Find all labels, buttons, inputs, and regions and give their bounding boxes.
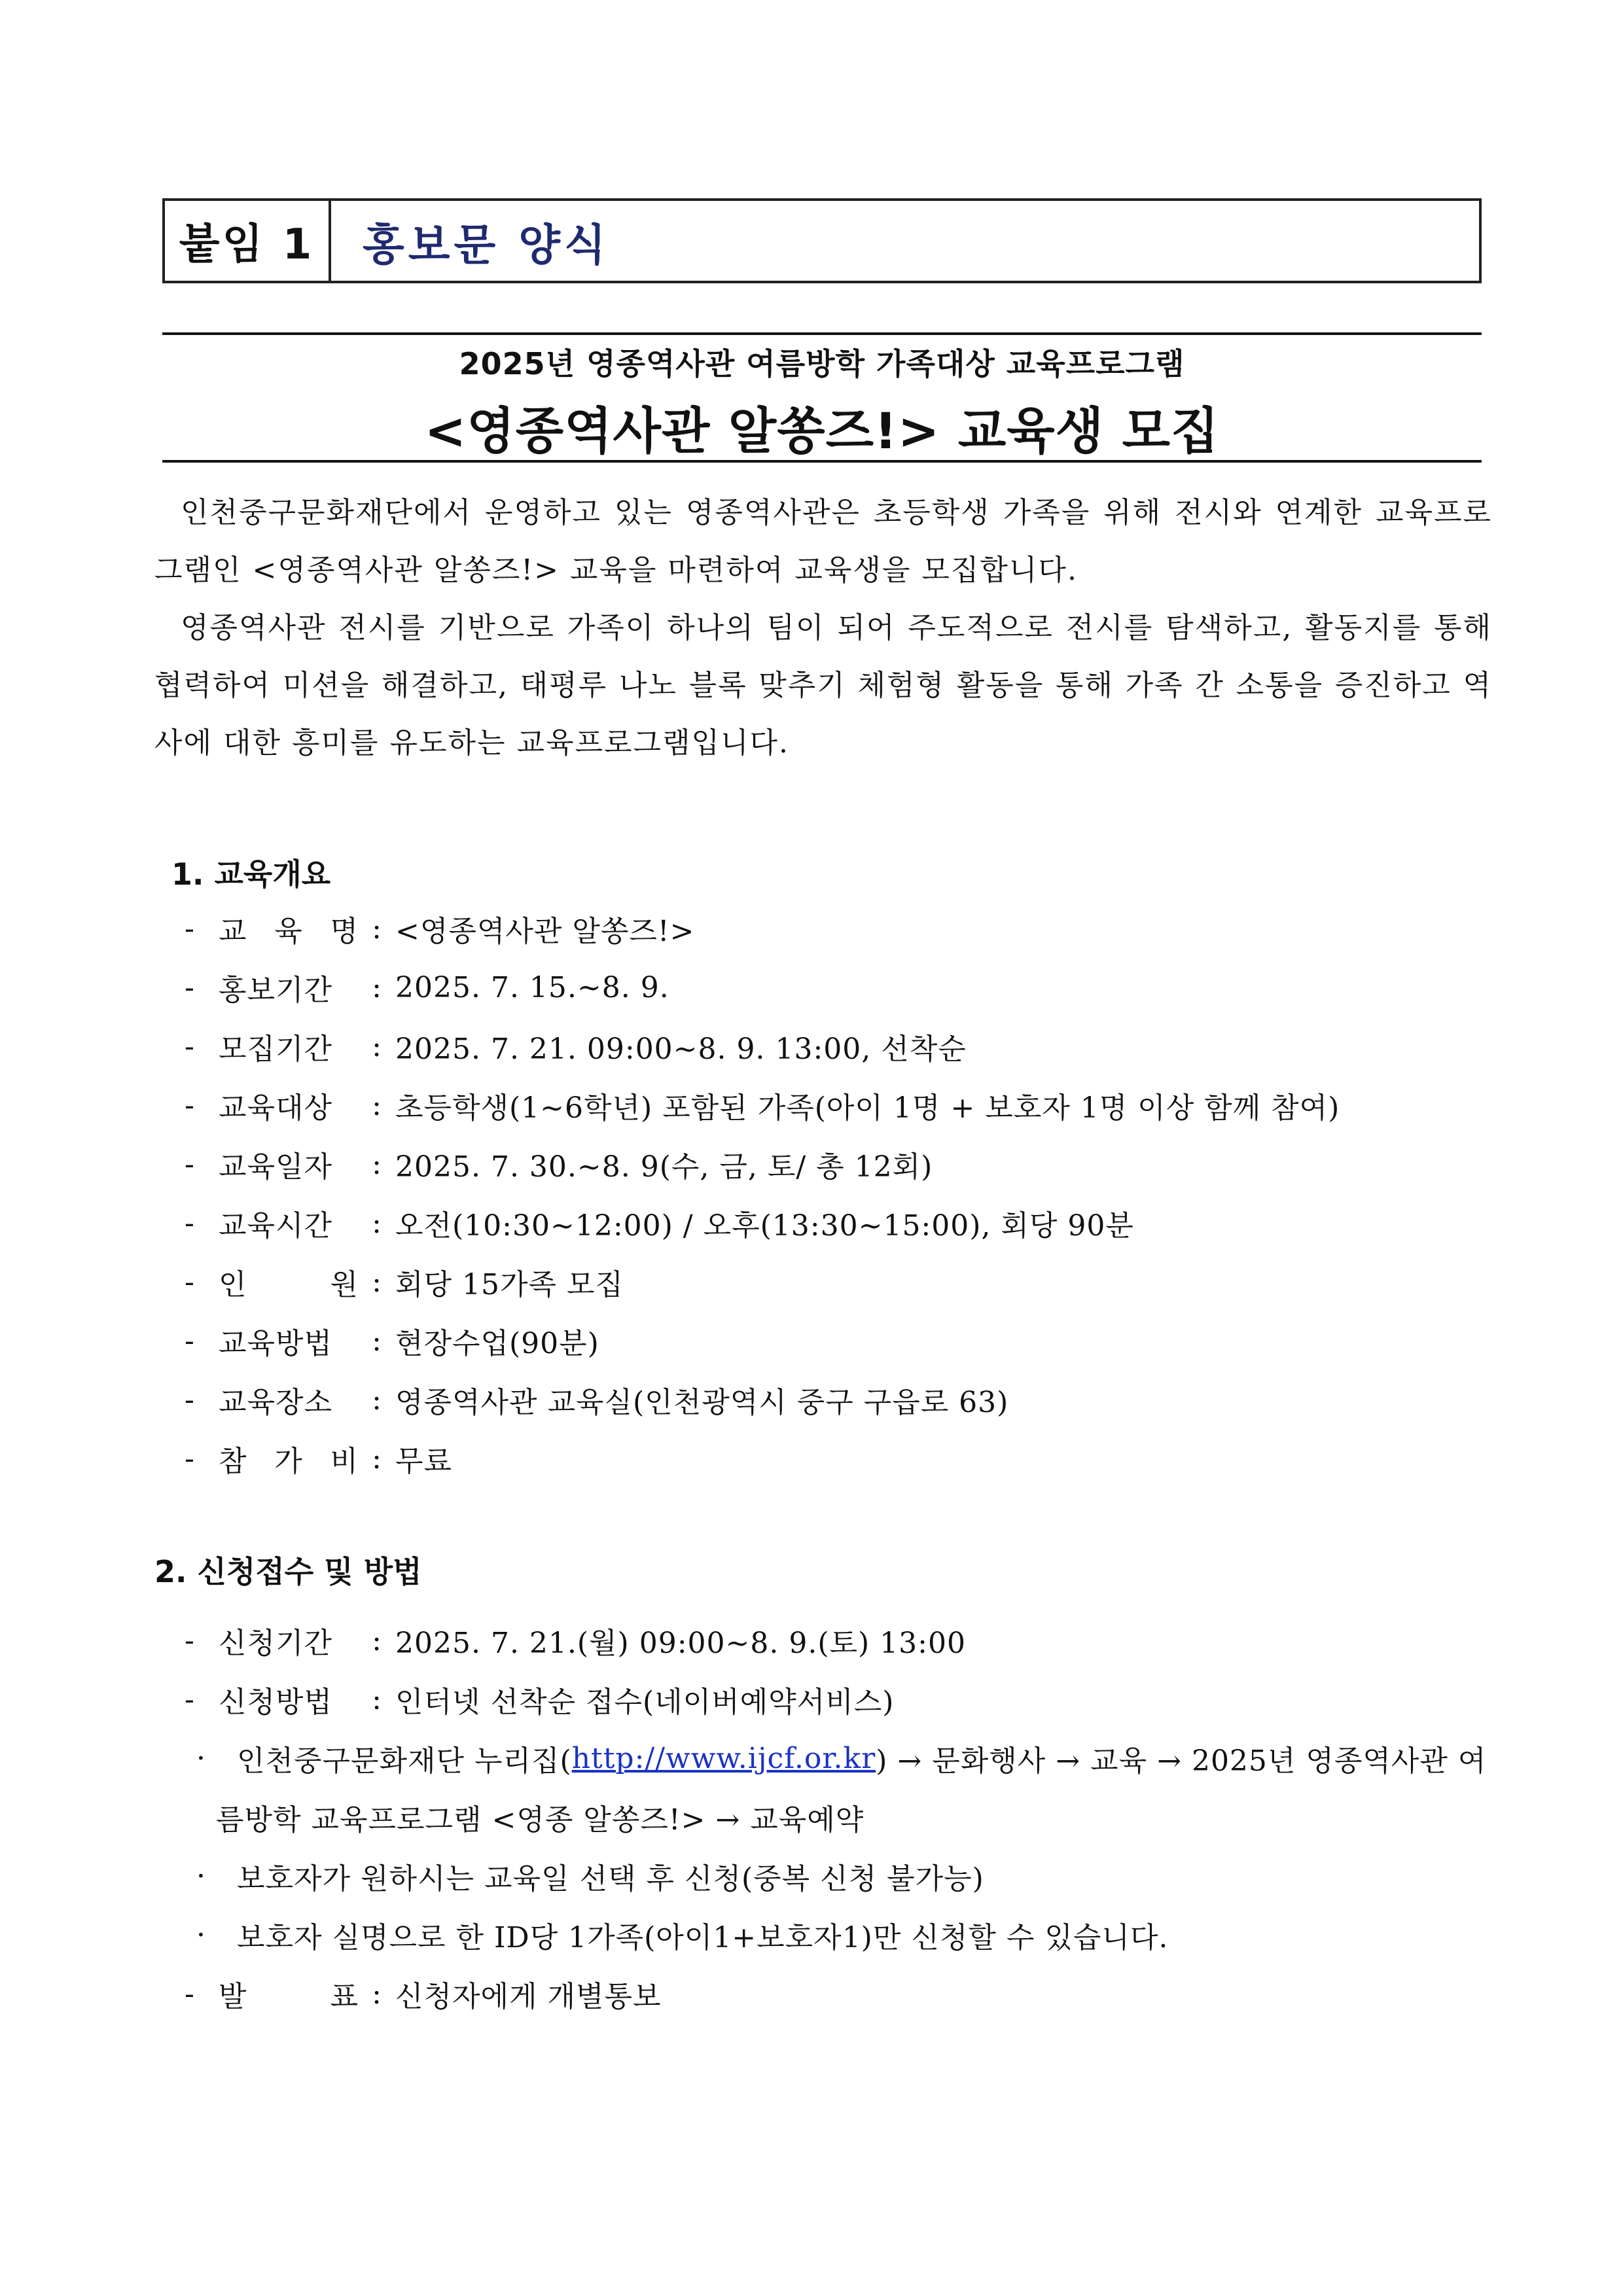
item-label: 인 원 xyxy=(219,1268,359,1301)
list-item: - 교육시간 : 오전(10:30~12:00) / 오후(13:30~15:00), 회당 90분 xyxy=(185,1193,1493,1252)
bullet-dot: · xyxy=(196,1859,206,1893)
list-item: - 홍보기간 : 2025. 7. 15.~8. 9. xyxy=(185,958,1493,1017)
list-item: - 신청방법 : 인터넷 선착순 접수(네이버예약서비스) xyxy=(185,1670,1493,1729)
bullet-item xyxy=(185,1846,1493,1905)
item-label: 신청기간 xyxy=(219,1627,333,1660)
section-heading-overview: 1. 교육개요 xyxy=(171,857,331,892)
list-item: - 발 표 : 신청자에게 개별통보 xyxy=(185,1964,1493,2023)
item-label: 교육방법 xyxy=(219,1327,333,1360)
item-value: 초등학생(1~6학년) 포함된 가족(아이 1명 + 보호자 1명 이상 함께 참여) xyxy=(395,1091,1340,1125)
document-subtitle: 2025년 영종역사관 여름방학 가족대상 교육프로그램 xyxy=(459,346,1185,381)
item-value: <영종역사관 알쏭즈!> xyxy=(395,915,695,948)
item-label: 모집기간 xyxy=(219,1033,333,1066)
item-value: 현장수업(90분) xyxy=(395,1327,599,1360)
bullet-text: 보호자가 원하시는 교육일 선택 후 신청(중복 신청 불가능) xyxy=(237,1862,984,1896)
item-value: 회당 15가족 모집 xyxy=(395,1268,624,1301)
item-label: 교 육 명 xyxy=(219,915,359,948)
item-label: 교육일자 xyxy=(219,1150,333,1184)
application-list xyxy=(185,1611,1493,2023)
attachment-title: 홍보문 양식 xyxy=(363,219,610,270)
item-label: 교육대상 xyxy=(219,1091,333,1125)
bullet-suffix: ) → 문화행사 → 교육 → 2025년 영종역사관 여 xyxy=(876,1744,1487,1778)
list-item: - 교육대상 : 초등학생(1~6학년) 포함된 가족(아이 1명 + 보호자 1명 이상 함께 참여) xyxy=(185,1076,1493,1135)
item-value: 오전(10:30~12:00) / 오후(13:30~15:00), 회당 90분 xyxy=(395,1209,1134,1243)
website-link[interactable]: http://www.ijcf.or.kr xyxy=(571,1741,876,1775)
item-label: 발 표 xyxy=(219,1980,359,2013)
intro-paragraph: 인천중구문화재단에서 운영하고 있는 영종역사관은 초등학생 가족을 위해 전시와 연계한 교육프로그램인 <영종역사관 알쏭즈!> 교육을 마련하여 교육생을 모집합니다. xyxy=(154,496,1492,587)
list-item: - 교육일자 : 2025. 7. 30.~8. 9(수, 금, 토/ 총 12회) xyxy=(185,1135,1493,1193)
bullet-item xyxy=(185,1905,1493,1964)
list-item: - 교육방법 : 현장수업(90분) xyxy=(185,1311,1493,1370)
intro-paragraph: 영종역사관 전시를 기반으로 가족이 하나의 팀이 되어 주도적으로 전시를 탐색하고, 활동지를 통해 협력하여 미션을 해결하고, 태평루 나노 블록 맞추기 체험형 활동을 통해 가족 간 소통을 증진하고 역사에 대한 흥미를 유도하는 교육프로그램입니다. xyxy=(154,611,1492,760)
item-label: 신청방법 xyxy=(219,1686,333,1719)
bullet-dot: · xyxy=(196,1741,206,1775)
item-value: 2025. 7. 15.~8. 9. xyxy=(395,970,669,1004)
item-value: 2025. 7. 21. 09:00~8. 9. 13:00, 선착순 xyxy=(395,1033,967,1066)
list-item: - 교 육 명 : <영종역사관 알쏭즈!> xyxy=(185,899,1493,958)
list-item: - 신청기간 : 2025. 7. 21.(월) 09:00~8. 9.(토) 13:00 xyxy=(185,1611,1493,1670)
item-value: 영종역사관 교육실(인천광역시 중구 구읍로 63) xyxy=(395,1386,1009,1419)
overview-list xyxy=(185,899,1493,1488)
item-label: 참 가 비 xyxy=(219,1445,359,1478)
item-value: 신청자에게 개별통보 xyxy=(395,1980,662,2013)
bullet-prefix: 인천중구문화재단 누리집( xyxy=(237,1744,572,1778)
attachment-number: 붙임 1 xyxy=(165,201,331,281)
item-value: 무료 xyxy=(395,1445,453,1478)
document-title: <영종역사관 알쏭즈!> 교육생 모집 xyxy=(424,402,1220,460)
bullet-dot: · xyxy=(196,1918,206,1952)
list-item: - 참 가 비 : 무료 xyxy=(185,1429,1493,1488)
item-value: 2025. 7. 30.~8. 9(수, 금, 토/ 총 12회) xyxy=(395,1150,933,1184)
item-label: 교육장소 xyxy=(219,1386,333,1419)
item-value: 인터넷 선착순 접수(네이버예약서비스) xyxy=(395,1686,895,1719)
title-bottom-rule xyxy=(162,460,1482,463)
list-item: - 모집기간 : 2025. 7. 21. 09:00~8. 9. 13:00, 선착순 xyxy=(185,1017,1493,1076)
bullet-text: 보호자 실명으로 한 ID당 1가족(아이1+보호자1)만 신청할 수 있습니다. xyxy=(237,1921,1169,1954)
section-heading-application: 2. 신청접수 및 방법 xyxy=(154,1554,422,1589)
attachment-header xyxy=(162,198,1482,283)
item-label: 교육시간 xyxy=(219,1209,333,1243)
list-item: - 인 원 : 회당 15가족 모집 xyxy=(185,1252,1493,1311)
bullet-continuation: 름방학 교육프로그램 <영종 알쏭즈!> → 교육예약 xyxy=(216,1803,865,1837)
intro-text xyxy=(154,484,1492,772)
bullet-item xyxy=(185,1729,1493,1788)
title-top-rule xyxy=(162,332,1482,335)
list-item: - 교육장소 : 영종역사관 교육실(인천광역시 중구 구읍로 63) xyxy=(185,1370,1493,1429)
item-label: 홍보기간 xyxy=(219,974,333,1007)
item-value: 2025. 7. 21.(월) 09:00~8. 9.(토) 13:00 xyxy=(395,1627,966,1660)
